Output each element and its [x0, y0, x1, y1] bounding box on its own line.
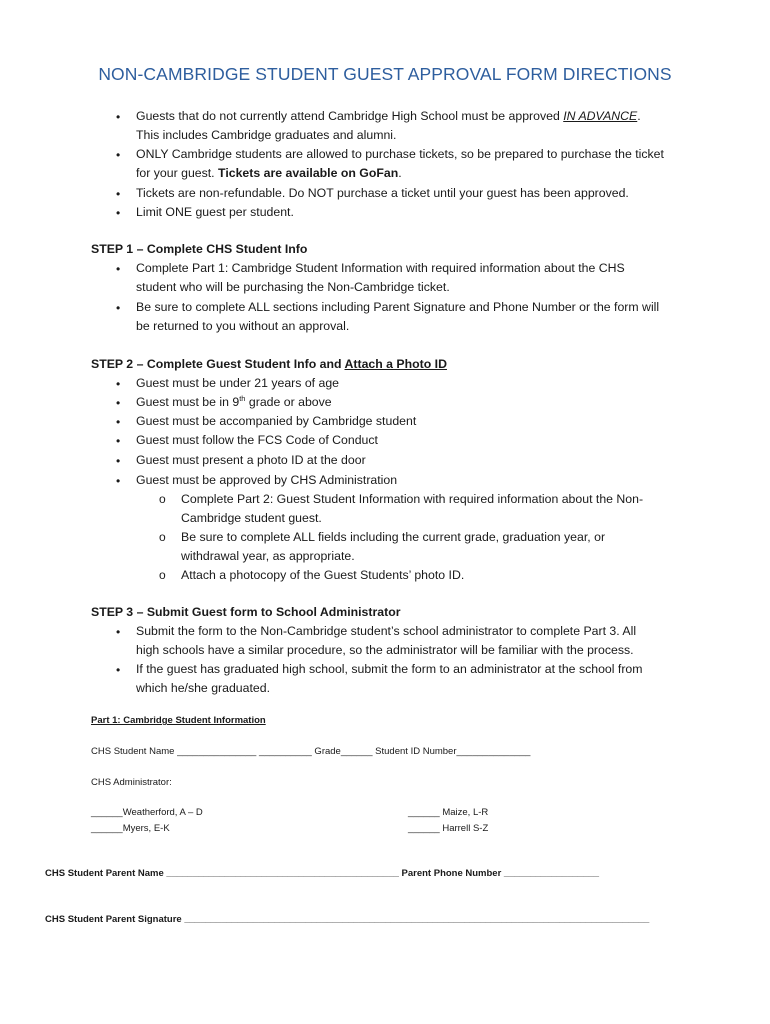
step1-bullet-2-line2: be returned to you without an approval.: [136, 319, 350, 333]
intro-bullet-2-line2: [136, 164, 402, 183]
bullet-icon: •: [116, 663, 121, 677]
step2-b2-text: Guest must be in 9: [136, 395, 240, 409]
intro-bullet-2: ONLY Cambridge students are allowed to purchase tickets, so be prepared to purchase the ticket: [136, 147, 664, 161]
intro-bullet-1-line2: This includes Cambridge graduates and alumni.: [136, 128, 397, 142]
intro-bullet-1: [136, 107, 641, 126]
part1-heading: Part 1: Cambridge Student Information: [91, 715, 266, 726]
bullet-icon: •: [116, 187, 121, 201]
admin-option-weatherford[interactable]: ______Weatherford, A – D: [91, 807, 203, 818]
step2-bullet-1: Guest must be under 21 years of age: [136, 376, 340, 390]
admin-option-harrell[interactable]: ______ Harrell S-Z: [408, 823, 489, 834]
step1-bullet-1: Complete Part 1: Cambridge Student Information with required information about the CHS: [136, 261, 625, 275]
bullet-icon: •: [116, 262, 121, 276]
bullet-icon: •: [116, 625, 121, 639]
intro-b1-period: .: [637, 109, 641, 123]
step1-bullet-1-line2: student who will be purchasing the Non-Cambridge ticket.: [136, 280, 450, 294]
student-info-line[interactable]: CHS Student Name _______________ __________ Grade______ Student ID Number______________: [91, 746, 531, 757]
bullet-icon: •: [116, 377, 121, 391]
step2-bullet-5: Guest must present a photo ID at the door: [136, 453, 366, 467]
step2-heading: [91, 355, 447, 374]
parent-signature-line[interactable]: CHS Student Parent Signature ________________________________________________________________________________________: [45, 914, 650, 925]
intro-bullet-3: Tickets are non-refundable. Do NOT purchase a ticket until your guest has been approved.: [136, 186, 629, 200]
bullet-icon: •: [116, 434, 121, 448]
administrator-label: CHS Administrator:: [91, 777, 172, 788]
step3-heading: STEP 3 – Submit Guest form to School Administrator: [91, 605, 401, 619]
step2-sub-1: Complete Part 2: Guest Student Information with required information about the Non-: [181, 492, 644, 506]
intro-b1-text: Guests that do not currently attend Cambridge High School must be approved: [136, 109, 564, 123]
intro-b2-text: for your guest.: [136, 166, 219, 180]
step3-bullet-1-line2: high schools have a similar procedure, so the administrator will be familiar with the process.: [136, 643, 634, 657]
bullet-icon: •: [116, 454, 121, 468]
admin-option-myers[interactable]: ______Myers, E-K: [91, 823, 170, 834]
bullet-icon: •: [116, 415, 121, 429]
gofan-note: Tickets are available on GoFan: [218, 166, 399, 180]
step2-bullet-4: Guest must follow the FCS Code of Conduct: [136, 433, 378, 447]
step3-bullet-2-line2: which he/she graduated.: [136, 681, 270, 695]
bullet-icon: •: [116, 396, 121, 410]
step1-heading: STEP 1 – Complete CHS Student Info: [91, 242, 308, 256]
step2-sub-3: Attach a photocopy of the Guest Students’ photo ID.: [181, 568, 465, 582]
step2-heading-text: STEP 2 – Complete Guest Student Info and: [91, 357, 345, 371]
bullet-icon: •: [116, 110, 121, 124]
circle-bullet-icon: o: [159, 492, 166, 506]
step2-bullet-2: [136, 393, 332, 412]
step2-heading-underlined: Attach a Photo ID: [344, 357, 447, 371]
step2-b2-rest: grade or above: [245, 395, 332, 409]
step2-bullet-6: Guest must be approved by CHS Administration: [136, 473, 398, 487]
bullet-icon: •: [116, 206, 121, 220]
step2-sub-2-line2: withdrawal year, as appropriate.: [181, 549, 355, 563]
step2-sub-1-line2: Cambridge student guest.: [181, 511, 322, 525]
in-advance-emphasis: IN ADVANCE: [563, 109, 638, 123]
parent-name-phone-line[interactable]: CHS Student Parent Name ____________________________________________ Parent Phone Number __________________: [45, 868, 600, 879]
step2-bullet-3: Guest must be accompanied by Cambridge student: [136, 414, 417, 428]
ordinal-suffix: th: [239, 394, 246, 403]
step3-bullet-1: Submit the form to the Non-Cambridge student’s school administrator to complete Part 3. All: [136, 624, 637, 638]
bullet-icon: •: [116, 148, 121, 162]
step3-bullet-2: If the guest has graduated high school, submit the form to an administrator at the school from: [136, 662, 643, 676]
intro-b2-period: .: [398, 166, 402, 180]
intro-bullet-4: Limit ONE guest per student.: [136, 205, 294, 219]
bullet-icon: •: [116, 474, 121, 488]
circle-bullet-icon: o: [159, 530, 166, 544]
step2-sub-2: Be sure to complete ALL fields including the current grade, graduation year, or: [181, 530, 606, 544]
page-title: NON-CAMBRIDGE STUDENT GUEST APPROVAL FORM DIRECTIONS: [98, 64, 672, 84]
circle-bullet-icon: o: [159, 568, 166, 582]
admin-option-maize[interactable]: ______ Maize, L-R: [408, 807, 489, 818]
step1-bullet-2: Be sure to complete ALL sections including Parent Signature and Phone Number or the form will: [136, 300, 660, 314]
bullet-icon: •: [116, 301, 121, 315]
